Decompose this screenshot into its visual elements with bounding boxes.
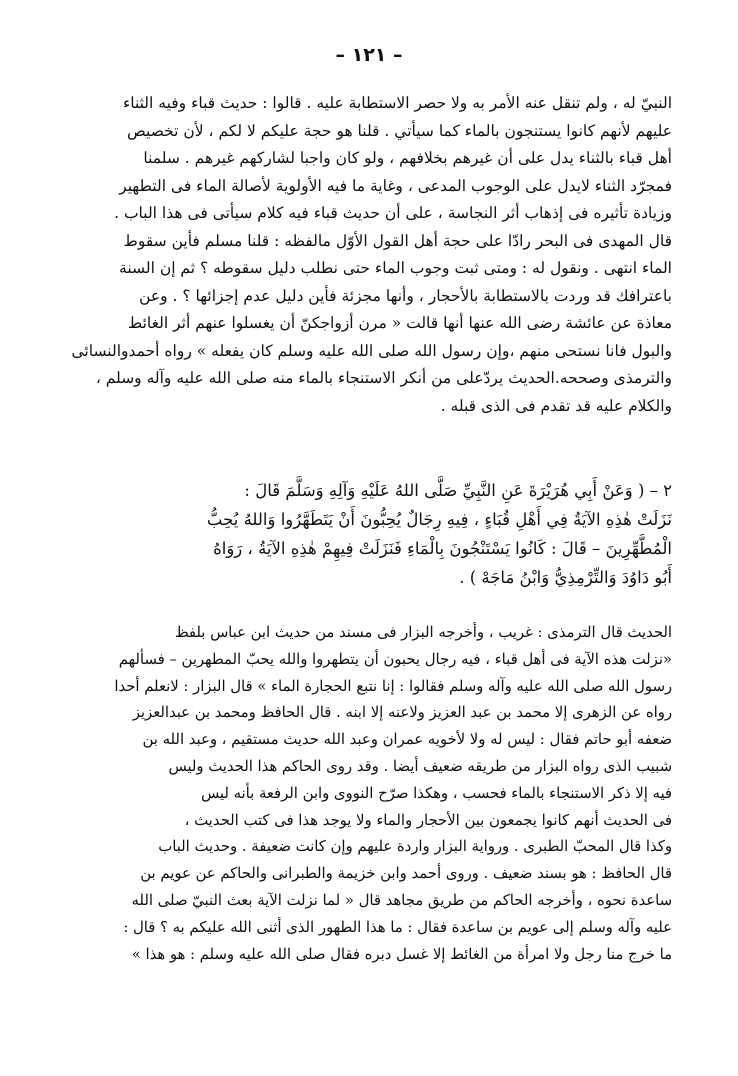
text-line: والكلام عليه قد تقدم فى الذى قبله .	[440, 396, 672, 415]
text-line: والبول فانا نستحى منهم ،وإن رسول الله صلى الله عليه وسلم كان يفعله » رواه أحمدوالنسائى	[71, 341, 672, 360]
text-line: قال الحافظ : هو بسند ضعيف . وروى أحمد وابن خزيمة والطبرانى والحاكم عن عويم بن	[140, 865, 672, 883]
text-line: فى الحديث أنهم كانوا يجمعون بين الأحجار والماء ولا يوجد هذا فى كتب الحديث ،	[184, 811, 672, 829]
commentary-paragraph-2	[68, 620, 672, 968]
hadith-line: ٢ – ( وَعَنْ أَبِي هُرَيْرَةَ عَنِ النَّبِيِّ صَلَّى اللهُ عَلَيْهِ وَآلِهِ وَسَلَّمَ قَالَ :	[244, 481, 672, 500]
hadith-line: الْمُطَّهِّرِينَ – قَالَ : كَانُوا يَسْتَنْجُونَ بِالْمَاءِ فَنَزَلَتْ فِيهِمْ هٰذِهِ الآيَةُ ، رَوَاهُ	[213, 539, 672, 558]
text-line: رواه عن الزهرى إلا محمد بن عبد العزيز ولاعنه إلا ابنه . قال الحافظ ومحمد بن عبدالعزيز	[132, 704, 672, 722]
text-line: «نزلت هذه الآية فى أهل قباء ، فيه رجال يحبون أن يتطهروا والله يحبّ المطهرين – فسألهم	[118, 650, 672, 668]
hadith-line: أَبُو دَاوُدَ وَالتِّرْمِذِيُّ وَابْنُ مَاجَهْ ) .	[459, 568, 672, 587]
text-line: والترمذى وصححه.الحديث يردّعلى من أنكر الاستنجاء بالماء منه صلى الله عليه وآله وسلم ،	[95, 369, 672, 387]
hadith-text	[68, 476, 672, 592]
text-line: وزيادة تأثيره فى إذهاب أثر النجاسة ، على أن حديث قباء فيه كلام سيأتى فى هذا الباب .	[114, 204, 672, 222]
text-line: ضعفه أبو حاتم فقال : ليس له ولا لأخويه عمران وعبد الله حديث مستقيم ، وعبد الله بن	[142, 731, 672, 749]
text-line: الماء انتهى . ونقول له : ومتى ثبت وجوب الماء حتى نطلب دليل سقوطه ؟ ثم إن السنة	[119, 259, 672, 277]
text-line: فيه إلا ذكر الاستنجاء بالماء فحسب ، وهكذا صرّح النووى وابن الرفعة بأنه ليس	[201, 784, 672, 802]
text-line: قال المهدى فى البحر رادّا على حجة أهل القول الأوّل مالفظه : قلنا مسلم فأين سقوط	[123, 231, 672, 250]
text-line: ما خرج منا رجل ولا امرأة من الغائط إلا غسل دبره فقال صلى الله عليه وسلم : هو هذا »	[131, 945, 672, 963]
text-line: عليهم لأنهم كانوا يستنجون بالماء كما سيأتي . قلنا هو حجة عليكم لا لكم ، لأن تخصيص	[127, 121, 672, 140]
text-line: أهل قباء بالثناء يدل على أن غيرهم بخلافهم ، ولو كان واجبا لشاركهم غيرهم . سلمنا	[143, 149, 672, 167]
text-line: معاذة عن عائشة رضى الله عنها أنها قالت « مرن أزواجكنّ أن يغسلوا عنهم أثر الغائط	[127, 314, 672, 332]
text-line: ساعدة نحوه ، وأخرجه الحاكم من طريق مجاهد قال « لما نزلت الآية بعث النبيّ صلى الله	[131, 891, 672, 909]
text-line: النبيّ له ، ولم تنقل عنه الأمر به ولا حصر الاستطابة عليه . قالوا : حديث قباء وفيه الثناء	[122, 94, 672, 112]
text-line: عليه وآله وسلم إلى عويم بن ساعدة فقال : ما هذا الطهور الذى أثنى الله عليكم به ؟ قال :	[123, 918, 672, 936]
text-line: وكذا قال المحبّ الطبرى . ورواية البزار واردة عليهم وإن كانت ضعيفة . وحديث الباب	[158, 838, 672, 856]
text-line: فمجرّد الثناء لايدل على الوجوب المدعى ، وغاية ما فيه الأولوية لأصالة الماء فى التطهير	[119, 176, 672, 195]
text-line: رسول الله صلى الله عليه وآله وسلم فقالوا : إنا نتبع الحجارة الماء » قال البزار : لانعلم أحدا	[114, 677, 672, 695]
text-line: شبيب الذى رواه البزار من طريقه ضعيف أيضا . وقد روى الحاكم هذا الحديث وليس	[168, 757, 672, 775]
commentary-paragraph-1	[68, 90, 672, 420]
hadith-line: نَزَلَتْ هٰذِهِ الآيَةُ فِي أَهْلِ قُبَاءٍ ، فِيهِ رِجَالٌ يُحِبُّونَ أَنْ يَتَطَهَّرُوا وَاللهُ يُحِبُّ	[206, 510, 672, 529]
page-number: – ١٢١ –	[335, 44, 403, 66]
text-line: باعترافك قد وردت بالاستطابة بالأحجار ، وأنها مجزئة فأين دليل عدم إجزائها ؟ . وعن	[139, 286, 672, 305]
text-line: الحديث قال الترمذى : غريب ، وأخرجه البزار فى مسند من حديث ابن عباس بلفظ	[174, 624, 672, 641]
